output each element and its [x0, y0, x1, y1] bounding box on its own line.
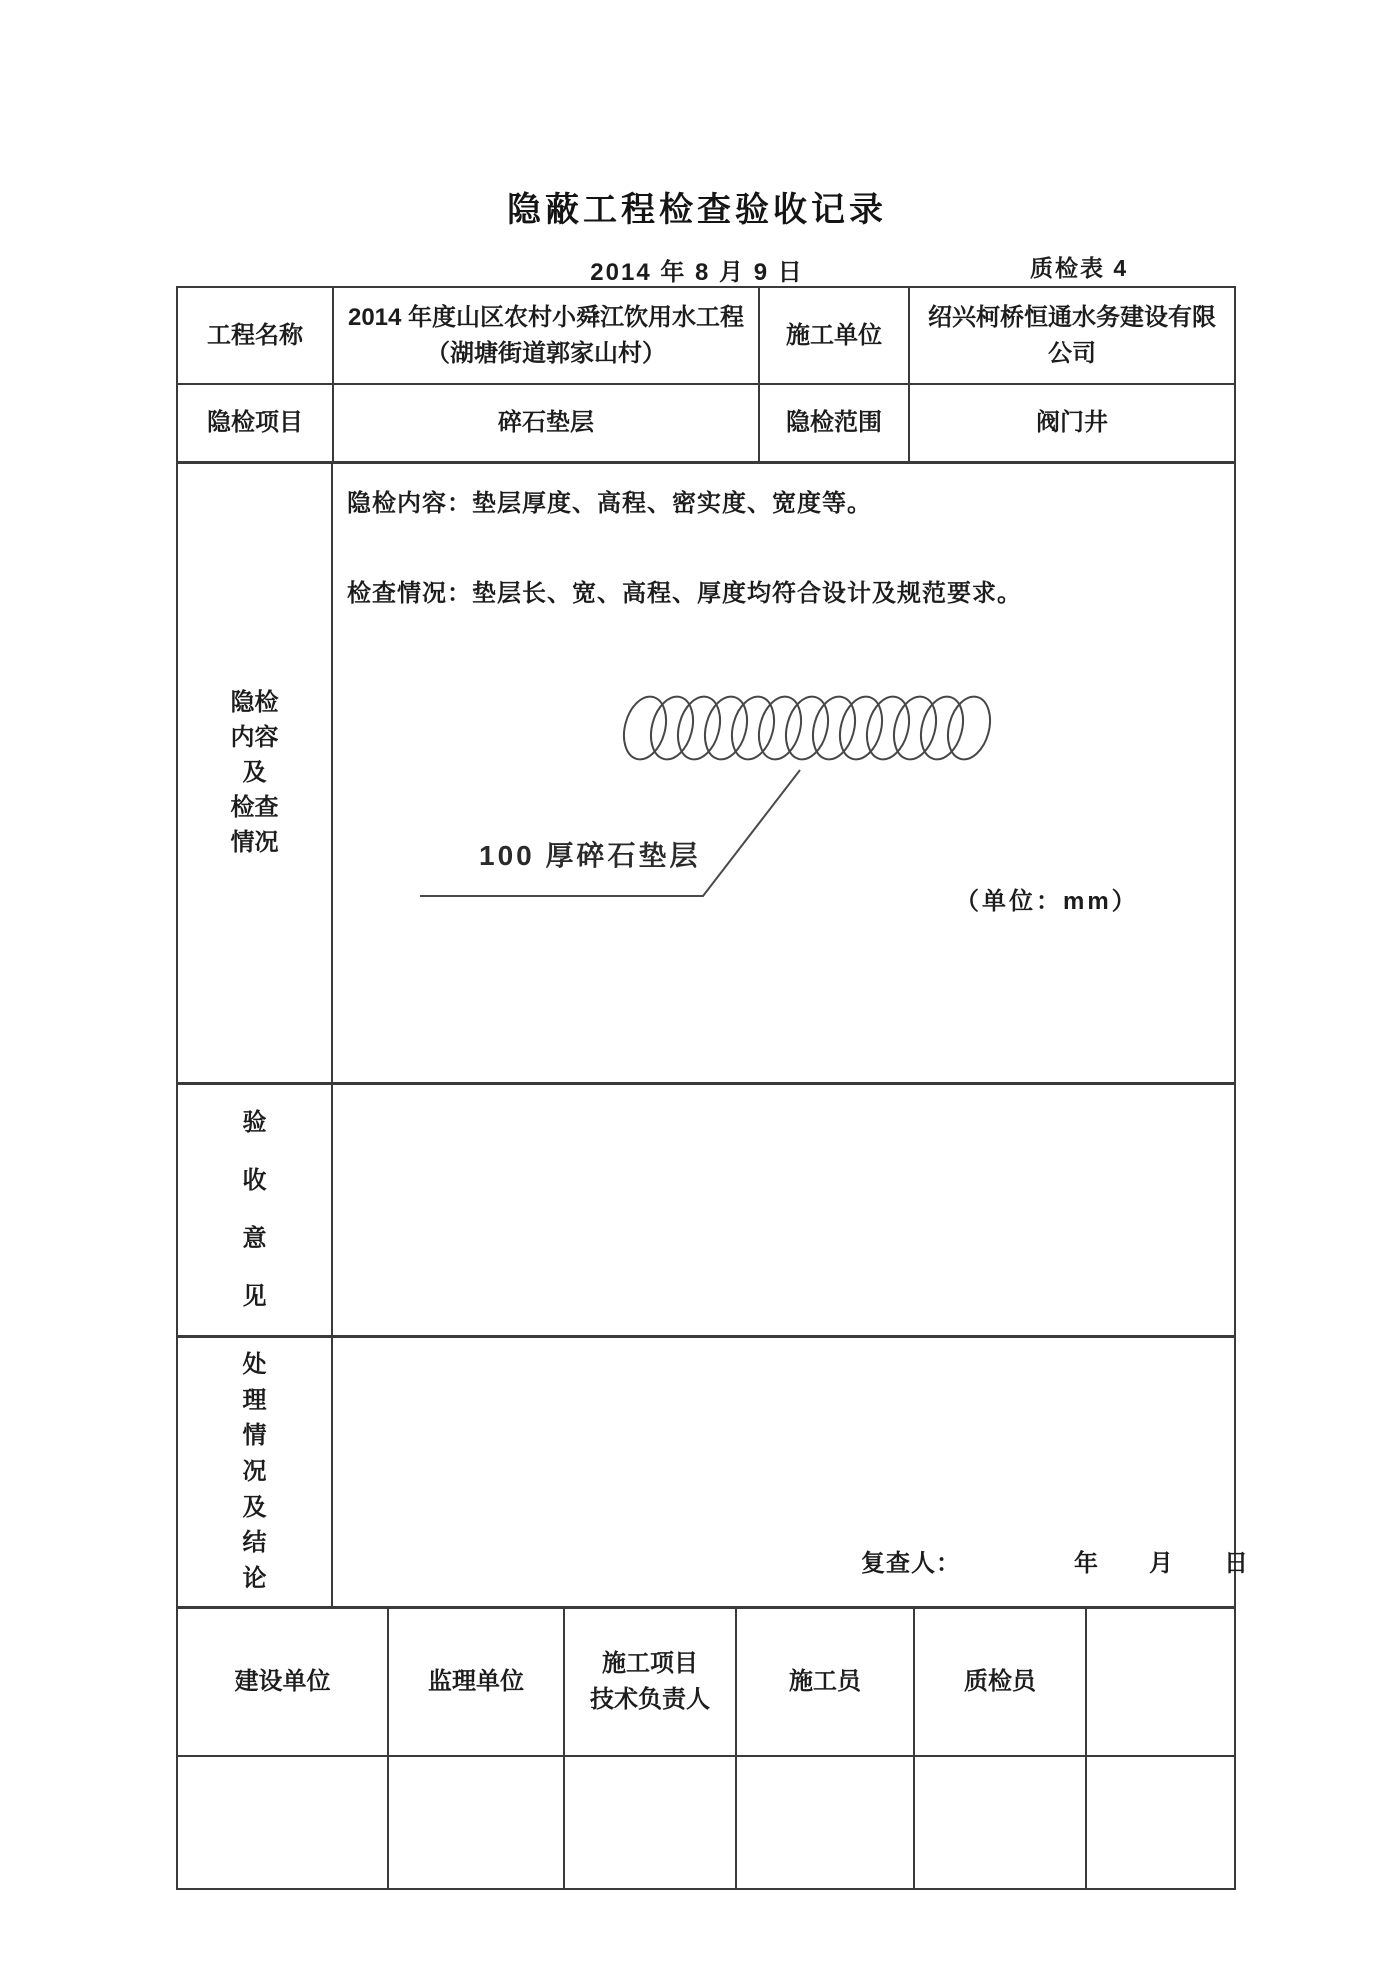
owner-unit-signature-cell — [178, 1757, 389, 1888]
check-result-text: 检查情况：垫层长、宽、高程、厚度均符合设计及规范要求。 — [347, 580, 1022, 607]
blank-signature-cell — [1087, 1757, 1234, 1888]
project-name-label: 工程名称 — [178, 288, 334, 385]
project-name-value — [334, 288, 760, 385]
inspection-content-cell — [333, 464, 1234, 1085]
project-name-line1: 2014 年度山区农村小舜江饮用水工程 — [347, 303, 745, 331]
body-grid — [178, 464, 1249, 1609]
constructor-signature-cell — [737, 1757, 915, 1888]
acceptance-opinion-cell — [333, 1085, 1234, 1338]
header-info-grid — [178, 288, 1234, 464]
inspection-scope-value: 阀门井 — [1036, 409, 1108, 436]
project-name-line2: （湖塘街道郭家山村） — [426, 339, 666, 367]
inspection-content-text: 隐检内容：垫层厚度、高程、密实度、宽度等。 — [347, 490, 872, 517]
unit-note: （单位：mm） — [955, 888, 1139, 915]
signature-grid — [178, 1609, 1234, 1888]
callout-leader-line — [420, 770, 800, 896]
document-date: 2014 年 8 月 9 日 — [590, 259, 804, 286]
inspection-scope-label: 隐检范围 — [760, 385, 910, 461]
inspection-item-label: 隐检项目 — [178, 385, 334, 461]
reviewer-line: 复查人： 年 月 日 — [861, 1550, 1249, 1577]
construction-unit-label: 施工单位 — [760, 288, 910, 385]
project-technical-lead-header: 施工项目 技术负责人 — [565, 1609, 737, 1757]
quality-inspector-header: 质检员 — [915, 1609, 1087, 1757]
gravel-layer-drawing — [333, 464, 1234, 1082]
project-technical-lead-signature-cell — [565, 1757, 737, 1888]
construction-unit-value: 绍兴柯桥恒通水务建设有限公司 — [910, 288, 1234, 385]
owner-unit-header: 建设单位 — [178, 1609, 389, 1757]
inspection-content-side-label: 隐检 内容 及 检查 情况 — [178, 464, 333, 1085]
inspection-record-table — [176, 286, 1249, 1890]
gravel-ellipses — [617, 692, 996, 764]
constructor-header: 施工员 — [737, 1609, 915, 1757]
supervision-unit-signature-cell — [389, 1757, 565, 1888]
supervision-unit-header: 监理单位 — [389, 1609, 565, 1757]
acceptance-opinion-side-label: 验 收 意 见 — [178, 1085, 333, 1338]
handling-result-side-label: 处 理 情 况 及 结 论 — [178, 1338, 333, 1606]
inspection-item-value: 碎石垫层 — [334, 385, 760, 461]
form-code: 质检表 4 — [1030, 255, 1129, 281]
blank-header — [1087, 1609, 1234, 1757]
thickness-callout-label: 100 厚碎石垫层 — [479, 840, 701, 871]
document-title: 隐蔽工程检查验收记录 — [507, 191, 887, 229]
handling-result-cell — [333, 1338, 1249, 1606]
quality-inspector-signature-cell — [915, 1757, 1087, 1888]
